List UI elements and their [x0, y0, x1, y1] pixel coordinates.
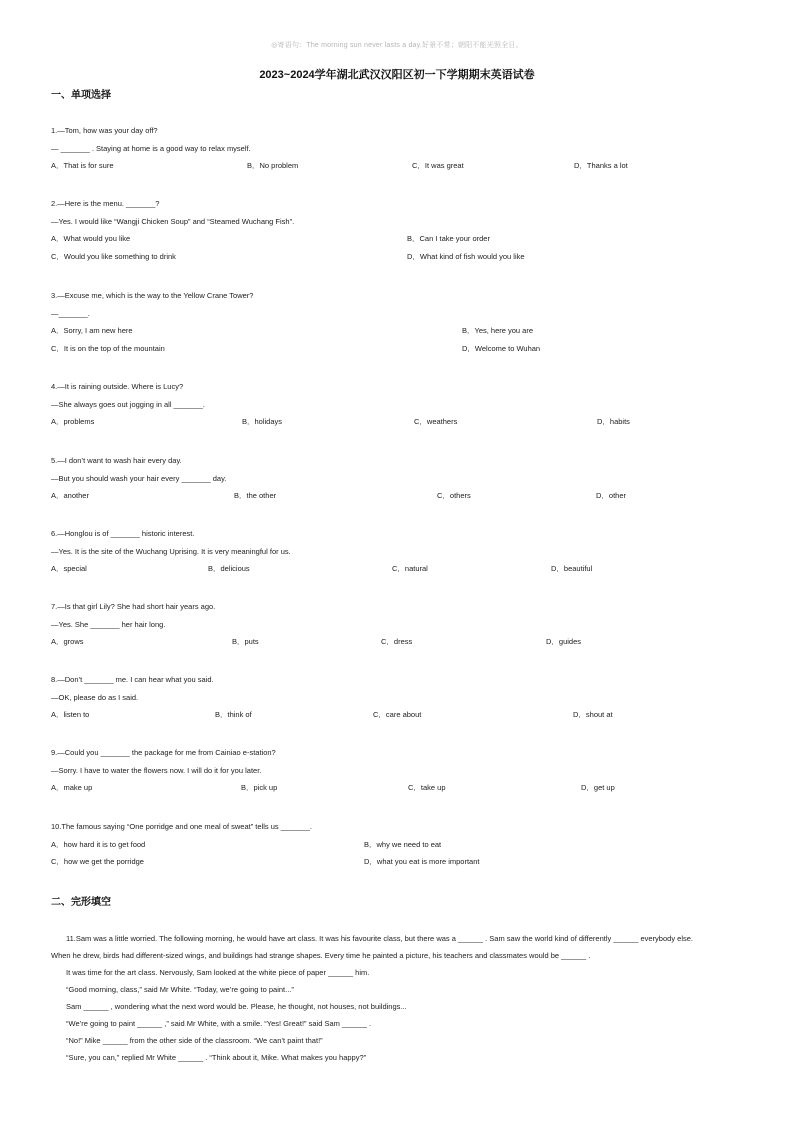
question-stem: 1.—Tom, how was your day off?: [51, 126, 158, 135]
option-a[interactable]: A．special: [51, 564, 87, 573]
option-b[interactable]: B．the other: [234, 491, 277, 500]
option-d[interactable]: D．beautiful: [551, 564, 593, 573]
passage-line: “Sure, you can,” replied Mr White ______ . “Think about it, Mike. What makes you happy?”: [66, 1053, 367, 1062]
passage-line: “We’re going to paint ______ ,” said Mr White, with a smile. “Yes! Great!” said Sam ______ .: [66, 1019, 372, 1028]
question-stem: 4.—It is raining outside. Where is Lucy?: [51, 382, 184, 391]
option-b[interactable]: B．Yes, here you are: [462, 326, 534, 335]
question-3: [51, 287, 751, 357]
question-stem: 5.—I don’t want to wash hair every day.: [51, 456, 182, 465]
option-b[interactable]: B．delicious: [208, 564, 250, 573]
option-d[interactable]: D．other: [596, 491, 627, 500]
option-a[interactable]: A．another: [51, 491, 89, 500]
question-5: [51, 452, 751, 505]
passage-line: “No!” Mike ______ from the other side of the classroom. “We can’t paint that!”: [66, 1036, 323, 1045]
question-7: [51, 598, 751, 651]
page-title: 2023~2024学年湖北武汉汉阳区初一下学期期末英语试卷: [259, 69, 535, 81]
option-a[interactable]: A．Sorry, I am new here: [51, 326, 133, 335]
option-d[interactable]: D．get up: [581, 783, 615, 792]
option-b[interactable]: B．holidays: [242, 417, 283, 426]
question-stem: —Yes. She _______ her hair long.: [51, 619, 166, 629]
option-c[interactable]: C．others: [437, 491, 471, 500]
passage-line: Sam ______ , wondering what the next word would be. Please, he thought, not houses, not buildings...: [66, 1002, 407, 1011]
question-6: [51, 525, 751, 578]
question-10: [51, 818, 751, 871]
question-stem: —_______.: [51, 308, 90, 318]
option-a[interactable]: A．how hard it is to get food: [51, 839, 146, 849]
option-d[interactable]: D．habits: [597, 417, 630, 426]
option-d[interactable]: D．shout at: [573, 710, 613, 719]
option-b[interactable]: B．think of: [215, 710, 252, 719]
option-d[interactable]: D．What kind of fish would you like: [407, 251, 525, 261]
section-title-cloze: 二、完形填空: [51, 897, 111, 908]
option-b[interactable]: B．puts: [232, 637, 259, 646]
option-c[interactable]: C．natural: [392, 564, 428, 573]
option-a[interactable]: A．listen to: [51, 710, 90, 719]
option-c[interactable]: C．how we get the porridge: [51, 857, 144, 866]
question-stem: — _______ . Staying at home is a good way to relax myself.: [51, 143, 251, 153]
question-stem: —Yes. I would like “Wangji Chicken Soup” and “Steamed Wuchang Fish”.: [51, 216, 295, 226]
question-stem: 8.—Don’t _______ me. I can hear what you said.: [51, 675, 214, 684]
option-b[interactable]: B．pick up: [241, 783, 278, 792]
watermark-text: ◎寄语句：The morning sun never lasts a day.好景不常；朝阳不能光照全日。: [271, 42, 523, 49]
passage-line: It was time for the art class. Nervously, Sam looked at the white piece of paper ______ him.: [66, 968, 370, 977]
option-a[interactable]: A．That is for sure: [51, 161, 114, 170]
passage-line: “Good morning, class,” said Mr White. “Today, we’re going to paint...”: [66, 985, 294, 994]
question-stem: 2.—Here is the menu. _______?: [51, 199, 160, 208]
option-c[interactable]: C．It was great: [412, 161, 464, 170]
option-a[interactable]: A．grows: [51, 637, 84, 646]
question-8: [51, 671, 751, 724]
question-stem: 9.—Could you _______ the package for me from Cainiao e-station?: [51, 748, 276, 757]
option-d[interactable]: D．what you eat is more important: [364, 857, 480, 866]
passage-line: 11.Sam was a little worried. The following morning, he would have art class. It was his favourite class, but there was a ______ . Sam saw the world kind of differently ______ everybody else.: [66, 934, 693, 943]
option-a[interactable]: A．make up: [51, 783, 93, 792]
question-stem: —OK, please do as I said.: [51, 692, 139, 702]
question-stem: 6.—Honglou is of _______ historic interest.: [51, 529, 195, 538]
option-d[interactable]: D．Welcome to Wuhan: [462, 343, 541, 353]
option-b[interactable]: B．No problem: [247, 161, 299, 170]
question-stem: —Sorry. I have to water the flowers now. I will do it for you later.: [51, 765, 262, 775]
question-2: [51, 195, 751, 265]
option-d[interactable]: D．guides: [546, 637, 582, 646]
option-b[interactable]: B．Can I take your order: [407, 234, 490, 243]
option-c[interactable]: C．dress: [381, 637, 413, 646]
question-1: [51, 122, 751, 175]
question-stem: 7.—Is that girl Lily? She had short hair years ago.: [51, 602, 216, 611]
option-c[interactable]: C．care about: [373, 710, 422, 719]
question-stem: —Yes. It is the site of the Wuchang Uprising. It is very meaningful for us.: [51, 546, 291, 556]
option-c[interactable]: C．It is on the top of the mountain: [51, 343, 165, 353]
option-a[interactable]: A．What would you like: [51, 234, 131, 243]
option-d[interactable]: D．Thanks a lot: [574, 161, 628, 170]
question-stem: 3.—Excuse me, which is the way to the Yellow Crane Tower?: [51, 291, 254, 300]
question-9: [51, 744, 751, 797]
option-a[interactable]: A．problems: [51, 417, 95, 426]
option-c[interactable]: C．Would you like something to drink: [51, 251, 176, 261]
option-b[interactable]: B．why we need to eat: [364, 839, 442, 849]
question-stem: —She always goes out jogging in all _______.: [51, 399, 205, 409]
option-c[interactable]: C．take up: [408, 783, 446, 792]
question-4: [51, 378, 751, 431]
passage-line: When he drew, birds had different-sized wings, and buildings had strange shapes. Every time he painted a picture, his teachers and classmates would be ______ .: [51, 951, 591, 960]
question-stem: 10.The famous saying “One porridge and one meal of sweat” tells us _______.: [51, 822, 312, 831]
section-title-mcq: 一、单项选择: [51, 90, 111, 101]
cloze-passage: [51, 930, 751, 1066]
question-stem: —But you should wash your hair every _______ day.: [51, 473, 227, 483]
option-c[interactable]: C．weathers: [414, 417, 458, 426]
